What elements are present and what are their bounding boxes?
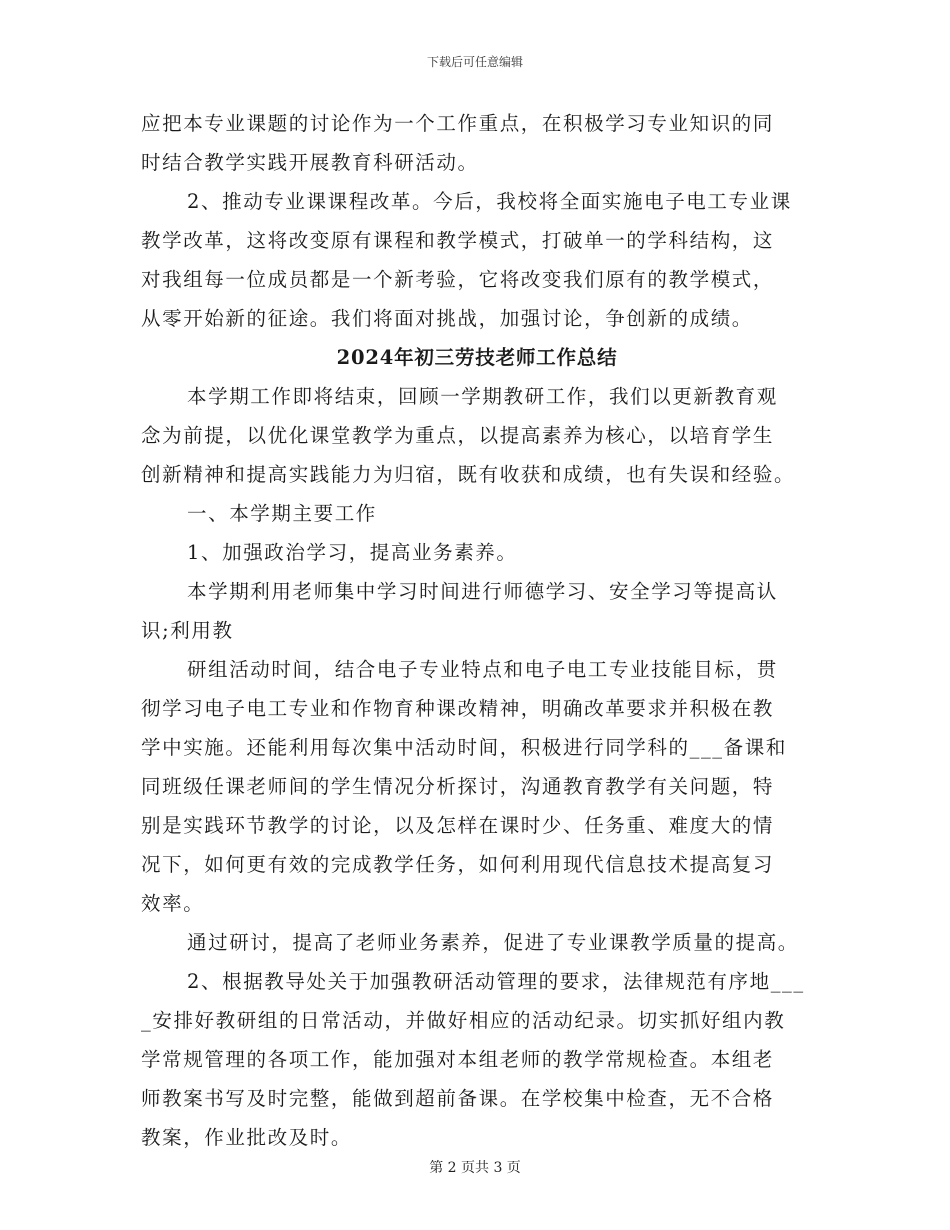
page-header: 下载后可任意编辑 [426,55,523,69]
text-line: 从零开始新的征途。我们将面对挑战，加强讨论，争创新的成绩。 [141,307,753,330]
text-line: 本学期利用老师集中学习时间进行师德学习、安全学习等提高认 [187,580,778,603]
subheading: 1、加强政治学习，提高业务素养。 [187,541,518,564]
subheading: 一、本学期主要工作 [187,502,377,525]
text-line: 教学改革，这将改变原有课程和教学模式，打破单一的学科结构，这 [141,229,775,252]
document-body [141,104,813,1157]
text-line: 对我组每一位成员都是一个新考验，它将改变我们原有的教学模式， [141,268,775,291]
page-footer: 第 2 页共 3 页 [429,1160,521,1176]
text-line: 应把本专业课题的讨论作为一个工作重点，在积极学习专业知识的同 [141,112,775,135]
text-line: 同班级任课老师间的学生情况分析探讨，沟通教育教学有关问题，特 [141,775,775,798]
text-line: 彻学习电子电工专业和作物育种课改精神，明确改革要求并积极在教 [141,697,775,720]
text-line: _安排好教研组的日常活动，并做好相应的活动纪录。切实抓好组内教 [141,1009,786,1032]
text-line: 时结合教学实践开展教育科研活动。 [141,151,479,174]
text-line: 学中实施。还能利用每次集中活动时间，积极进行同学科的___备课和 [141,736,787,759]
text-line: 研组活动时间，结合电子专业特点和电子电工专业技能目标，贯 [187,658,778,681]
text-line: 2、推动专业课课程改革。今后，我校将全面实施电子电工专业课 [187,190,792,213]
text-line: 教案，作业批改及时。 [141,1126,353,1149]
text-line: 念为前提，以优化课堂教学为重点，以提高素养为核心，以培育学生 [141,424,775,447]
text-line: 本学期工作即将结束，回顾一学期教研工作，我们以更新教育观 [187,385,778,408]
text-line: 师教案书写及时完整，能做到超前备课。在学校集中检查，无不合格 [141,1087,775,1110]
text-line: 2、根据教导处关于加强教研活动管理的要求，法律规范有序地___ [187,970,805,993]
text-line: 通过研讨，提高了老师业务素养，促进了专业课教学质量的提高。 [187,931,799,954]
text-line: 创新精神和提高实践能力为归宿，既有收获和成绩，也有失误和经验。 [141,463,796,486]
section-title: 2024年初三劳技老师工作总结 [336,346,618,369]
text-line: 识;利用教 [141,619,234,642]
text-line: 况下，如何更有效的完成教学任务，如何利用现代信息技术提高复习 [141,853,775,876]
text-line: 效率。 [141,892,205,915]
text-line: 学常规管理的各项工作，能加强对本组老师的教学常规检查。本组老 [141,1048,775,1071]
text-line: 别是实践环节教学的讨论，以及怎样在课时少、任务重、难度大的情 [141,814,775,837]
